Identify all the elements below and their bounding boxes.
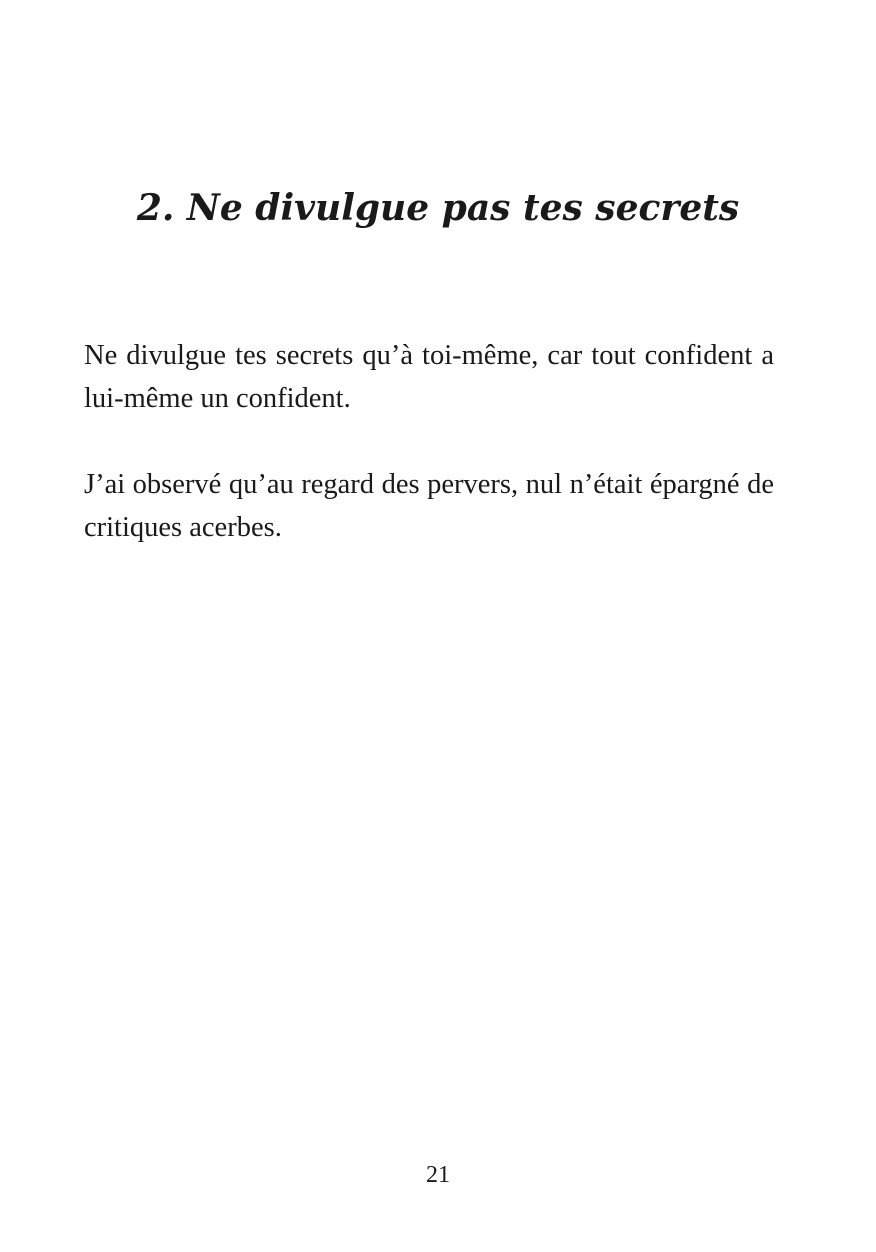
paragraph-1: Ne divulgue tes secrets qu’à toi-même, car tout confident a lui-même un confident. (84, 340, 774, 414)
page-number: 21 (426, 1162, 450, 1188)
body-text (84, 334, 774, 592)
paragraph-2: J’ai observé qu’au regard des pervers, nul n’était épargné de critiques acerbes. (84, 469, 774, 543)
chapter-title: 2. Ne divulgue pas tes secrets (136, 187, 740, 229)
